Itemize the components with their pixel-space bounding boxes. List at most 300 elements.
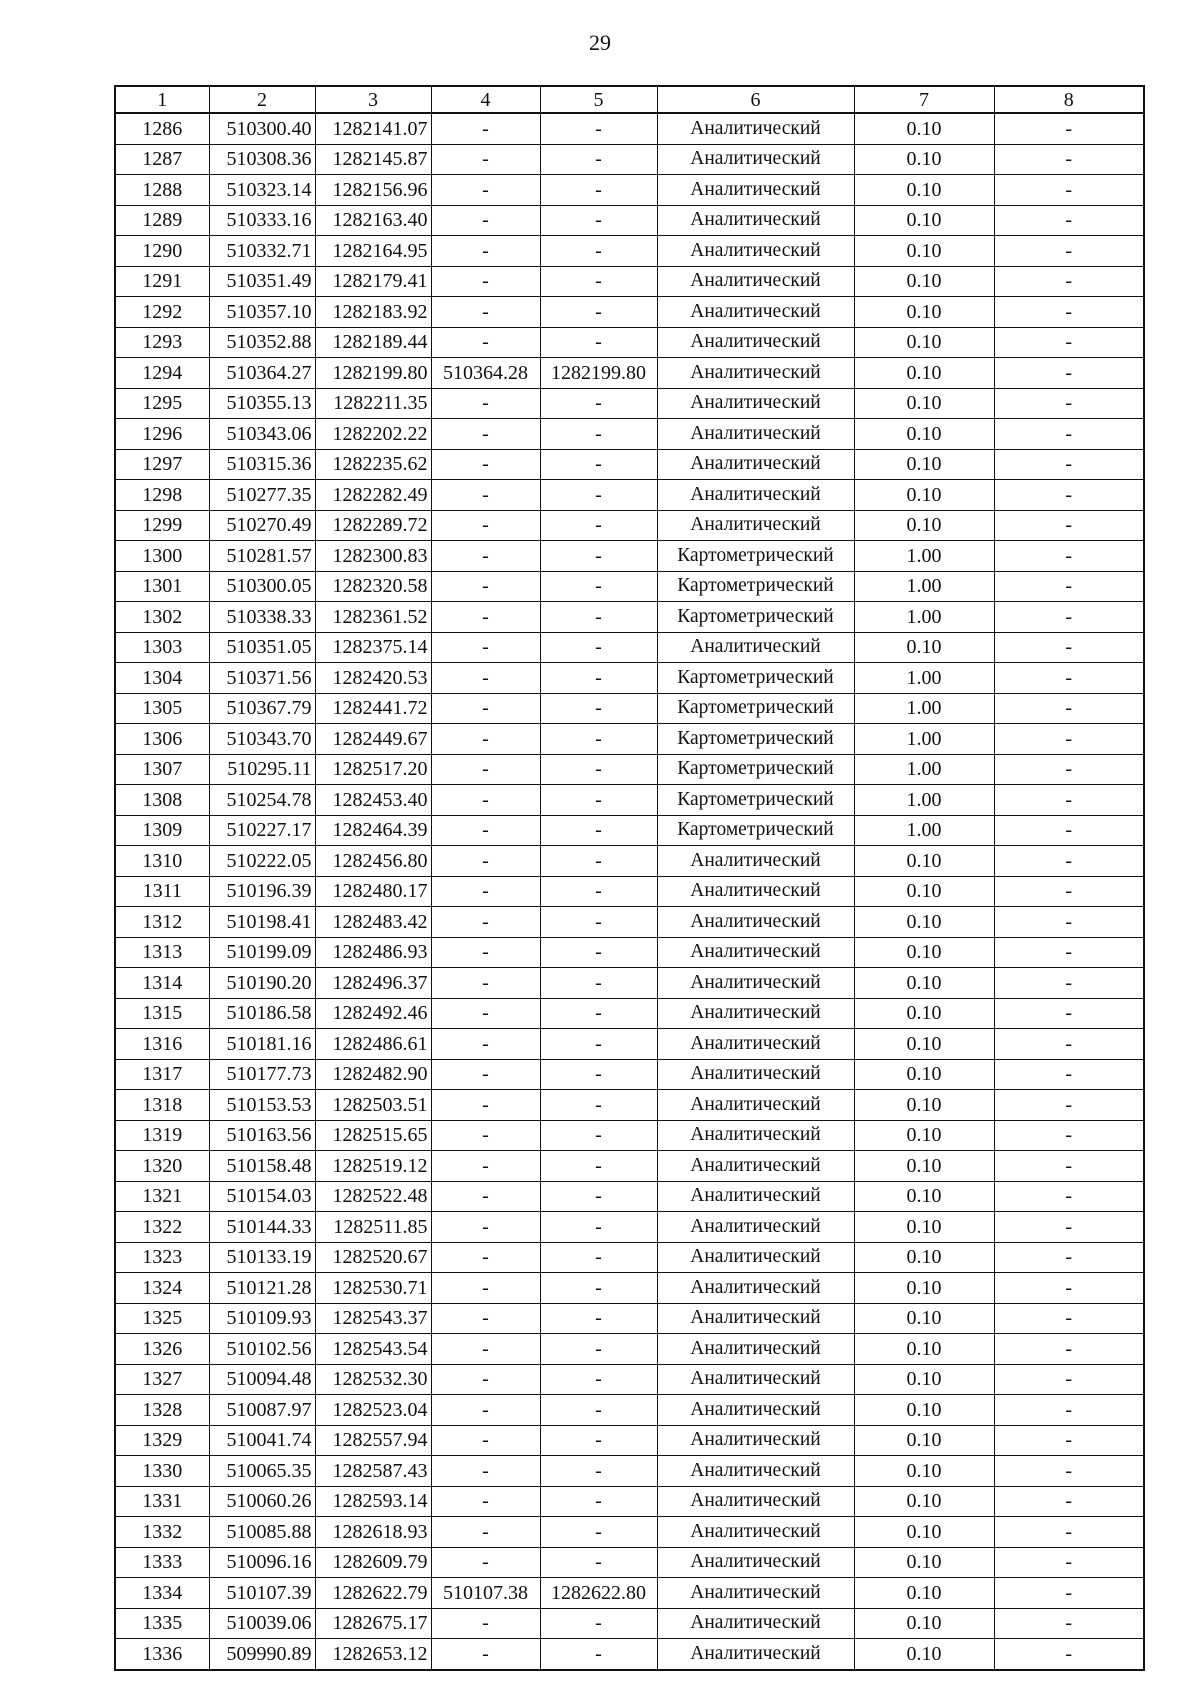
point-number-cell: 1330	[115, 1456, 209, 1487]
y-alt-coordinate-cell: -	[540, 724, 657, 755]
point-number-cell: 1293	[115, 327, 209, 358]
description-cell: -	[994, 1090, 1144, 1121]
description-cell: -	[994, 1303, 1144, 1334]
description-cell: -	[994, 968, 1144, 999]
description-cell: -	[994, 175, 1144, 206]
x-alt-coordinate-cell: -	[431, 937, 540, 968]
description-cell: -	[994, 1395, 1144, 1426]
description-cell: -	[994, 1425, 1144, 1456]
method-cell: Аналитический	[657, 1029, 854, 1060]
table-row	[115, 1639, 1144, 1670]
x-alt-coordinate-cell: -	[431, 693, 540, 724]
method-cell: Аналитический	[657, 388, 854, 419]
accuracy-cell: 0.10	[854, 388, 994, 419]
x-coordinate-cell: 510367.79	[209, 693, 315, 724]
y-alt-coordinate-cell: -	[540, 1425, 657, 1456]
y-coordinate-cell: 1282156.96	[315, 175, 431, 206]
method-cell: Аналитический	[657, 1090, 854, 1121]
description-cell: -	[994, 663, 1144, 694]
method-cell: Аналитический	[657, 1212, 854, 1243]
table-row	[115, 266, 1144, 297]
description-cell: -	[994, 632, 1144, 663]
point-number-cell: 1289	[115, 205, 209, 236]
method-cell: Аналитический	[657, 327, 854, 358]
table-row	[115, 937, 1144, 968]
y-alt-coordinate-cell: -	[540, 1090, 657, 1121]
point-number-cell: 1335	[115, 1608, 209, 1639]
point-number-cell: 1302	[115, 602, 209, 633]
description-cell: -	[994, 144, 1144, 175]
method-cell: Аналитический	[657, 480, 854, 511]
x-coordinate-cell: 510199.09	[209, 937, 315, 968]
y-coordinate-cell: 1282145.87	[315, 144, 431, 175]
y-alt-coordinate-cell: -	[540, 449, 657, 480]
table-body	[115, 113, 1144, 1670]
method-cell: Аналитический	[657, 998, 854, 1029]
x-alt-coordinate-cell: -	[431, 846, 540, 877]
x-alt-coordinate-cell: -	[431, 724, 540, 755]
accuracy-cell: 0.10	[854, 480, 994, 511]
table-row	[115, 205, 1144, 236]
description-cell: -	[994, 1059, 1144, 1090]
point-number-cell: 1312	[115, 907, 209, 938]
method-cell: Картометрический	[657, 724, 854, 755]
y-coordinate-cell: 1282163.40	[315, 205, 431, 236]
y-alt-coordinate-cell: -	[540, 1151, 657, 1182]
accuracy-cell: 0.10	[854, 1456, 994, 1487]
x-alt-coordinate-cell: -	[431, 815, 540, 846]
point-number-cell: 1332	[115, 1517, 209, 1548]
accuracy-cell: 0.10	[854, 1395, 994, 1426]
x-alt-coordinate-cell: -	[431, 510, 540, 541]
method-cell: Аналитический	[657, 1151, 854, 1182]
point-number-cell: 1316	[115, 1029, 209, 1060]
y-alt-coordinate-cell: -	[540, 846, 657, 877]
table-row	[115, 175, 1144, 206]
table-row	[115, 1303, 1144, 1334]
point-number-cell: 1301	[115, 571, 209, 602]
accuracy-cell: 1.00	[854, 541, 994, 572]
y-coordinate-cell: 1282532.30	[315, 1364, 431, 1395]
accuracy-cell: 0.10	[854, 1517, 994, 1548]
y-coordinate-cell: 1282503.51	[315, 1090, 431, 1121]
accuracy-cell: 0.10	[854, 1578, 994, 1609]
x-alt-coordinate-cell: -	[431, 1364, 540, 1395]
description-cell: -	[994, 1151, 1144, 1182]
method-cell: Аналитический	[657, 297, 854, 328]
y-coordinate-cell: 1282141.07	[315, 113, 431, 144]
y-coordinate-cell: 1282530.71	[315, 1273, 431, 1304]
x-alt-coordinate-cell: -	[431, 754, 540, 785]
description-cell: -	[994, 815, 1144, 846]
y-coordinate-cell: 1282492.46	[315, 998, 431, 1029]
x-alt-coordinate-cell: -	[431, 419, 540, 450]
description-cell: -	[994, 1364, 1144, 1395]
table-row	[115, 1273, 1144, 1304]
y-coordinate-cell: 1282618.93	[315, 1517, 431, 1548]
x-coordinate-cell: 510364.27	[209, 358, 315, 389]
point-number-cell: 1323	[115, 1242, 209, 1273]
point-number-cell: 1306	[115, 724, 209, 755]
y-alt-coordinate-cell: -	[540, 1547, 657, 1578]
x-alt-coordinate-cell: -	[431, 1547, 540, 1578]
x-coordinate-cell: 510270.49	[209, 510, 315, 541]
accuracy-cell: 0.10	[854, 449, 994, 480]
accuracy-cell: 1.00	[854, 724, 994, 755]
y-coordinate-cell: 1282511.85	[315, 1212, 431, 1243]
accuracy-cell: 0.10	[854, 1242, 994, 1273]
y-alt-coordinate-cell: -	[540, 1120, 657, 1151]
x-coordinate-cell: 510332.71	[209, 236, 315, 267]
x-coordinate-cell: 510102.56	[209, 1334, 315, 1365]
method-cell: Аналитический	[657, 236, 854, 267]
description-cell: -	[994, 1242, 1144, 1273]
x-alt-coordinate-cell: -	[431, 388, 540, 419]
table-row	[115, 1181, 1144, 1212]
y-coordinate-cell: 1282587.43	[315, 1456, 431, 1487]
description-cell: -	[994, 571, 1144, 602]
method-cell: Аналитический	[657, 510, 854, 541]
x-alt-coordinate-cell: -	[431, 1090, 540, 1121]
accuracy-cell: 0.10	[854, 1273, 994, 1304]
accuracy-cell: 1.00	[854, 602, 994, 633]
method-cell: Аналитический	[657, 1578, 854, 1609]
accuracy-cell: 1.00	[854, 693, 994, 724]
accuracy-cell: 0.10	[854, 113, 994, 144]
x-coordinate-cell: 510181.16	[209, 1029, 315, 1060]
y-alt-coordinate-cell: -	[540, 236, 657, 267]
y-alt-coordinate-cell: -	[540, 1364, 657, 1395]
x-alt-coordinate-cell: -	[431, 1608, 540, 1639]
table-row	[115, 1242, 1144, 1273]
accuracy-cell: 0.10	[854, 1212, 994, 1243]
point-number-cell: 1329	[115, 1425, 209, 1456]
method-cell: Картометрический	[657, 663, 854, 694]
y-alt-coordinate-cell: -	[540, 1456, 657, 1487]
table-row	[115, 419, 1144, 450]
method-cell: Аналитический	[657, 1334, 854, 1365]
description-cell: -	[994, 1181, 1144, 1212]
x-alt-coordinate-cell: -	[431, 1486, 540, 1517]
x-coordinate-cell: 510198.41	[209, 907, 315, 938]
point-number-cell: 1319	[115, 1120, 209, 1151]
point-number-cell: 1290	[115, 236, 209, 267]
method-cell: Картометрический	[657, 785, 854, 816]
accuracy-cell: 0.10	[854, 1059, 994, 1090]
x-alt-coordinate-cell: -	[431, 1517, 540, 1548]
method-cell: Аналитический	[657, 1242, 854, 1273]
x-coordinate-cell: 510351.05	[209, 632, 315, 663]
x-alt-coordinate-cell: -	[431, 1425, 540, 1456]
x-alt-coordinate-cell: -	[431, 1029, 540, 1060]
table-row	[115, 1212, 1144, 1243]
y-alt-coordinate-cell: -	[540, 541, 657, 572]
point-number-cell: 1315	[115, 998, 209, 1029]
accuracy-cell: 1.00	[854, 571, 994, 602]
description-cell: -	[994, 846, 1144, 877]
description-cell: -	[994, 510, 1144, 541]
x-alt-coordinate-cell: 510107.38	[431, 1578, 540, 1609]
y-coordinate-cell: 1282519.12	[315, 1151, 431, 1182]
table-row	[115, 449, 1144, 480]
method-cell: Аналитический	[657, 1456, 854, 1487]
x-coordinate-cell: 510352.88	[209, 327, 315, 358]
x-alt-coordinate-cell: -	[431, 236, 540, 267]
point-number-cell: 1327	[115, 1364, 209, 1395]
table-row	[115, 724, 1144, 755]
column-header: 4	[431, 86, 540, 113]
y-coordinate-cell: 1282486.61	[315, 1029, 431, 1060]
point-number-cell: 1299	[115, 510, 209, 541]
y-coordinate-cell: 1282543.37	[315, 1303, 431, 1334]
table-row	[115, 1151, 1144, 1182]
accuracy-cell: 0.10	[854, 968, 994, 999]
y-coordinate-cell: 1282483.42	[315, 907, 431, 938]
description-cell: -	[994, 1120, 1144, 1151]
table-row	[115, 480, 1144, 511]
table-row	[115, 358, 1144, 389]
y-alt-coordinate-cell: -	[540, 815, 657, 846]
y-coordinate-cell: 1282464.39	[315, 815, 431, 846]
description-cell: -	[994, 358, 1144, 389]
x-alt-coordinate-cell: 510364.28	[431, 358, 540, 389]
x-coordinate-cell: 510065.35	[209, 1456, 315, 1487]
method-cell: Аналитический	[657, 1303, 854, 1334]
point-number-cell: 1324	[115, 1273, 209, 1304]
y-alt-coordinate-cell: -	[540, 175, 657, 206]
x-coordinate-cell: 510087.97	[209, 1395, 315, 1426]
point-number-cell: 1313	[115, 937, 209, 968]
x-coordinate-cell: 510060.26	[209, 1486, 315, 1517]
description-cell: -	[994, 1608, 1144, 1639]
method-cell: Аналитический	[657, 937, 854, 968]
table-row	[115, 968, 1144, 999]
accuracy-cell: 1.00	[854, 663, 994, 694]
description-cell: -	[994, 724, 1144, 755]
point-number-cell: 1331	[115, 1486, 209, 1517]
point-number-cell: 1297	[115, 449, 209, 480]
x-alt-coordinate-cell: -	[431, 968, 540, 999]
accuracy-cell: 0.10	[854, 358, 994, 389]
description-cell: -	[994, 998, 1144, 1029]
table-row	[115, 1395, 1144, 1426]
y-coordinate-cell: 1282235.62	[315, 449, 431, 480]
x-coordinate-cell: 510323.14	[209, 175, 315, 206]
table-row	[115, 907, 1144, 938]
table-row	[115, 510, 1144, 541]
method-cell: Аналитический	[657, 1273, 854, 1304]
accuracy-cell: 0.10	[854, 1364, 994, 1395]
accuracy-cell: 0.10	[854, 144, 994, 175]
x-alt-coordinate-cell: -	[431, 144, 540, 175]
column-header: 2	[209, 86, 315, 113]
accuracy-cell: 0.10	[854, 1334, 994, 1365]
table-row	[115, 815, 1144, 846]
accuracy-cell: 0.10	[854, 907, 994, 938]
method-cell: Аналитический	[657, 876, 854, 907]
table-row	[115, 1608, 1144, 1639]
method-cell: Аналитический	[657, 846, 854, 877]
x-alt-coordinate-cell: -	[431, 175, 540, 206]
x-alt-coordinate-cell: -	[431, 1059, 540, 1090]
x-coordinate-cell: 510281.57	[209, 541, 315, 572]
point-number-cell: 1310	[115, 846, 209, 877]
y-alt-coordinate-cell: -	[540, 907, 657, 938]
y-alt-coordinate-cell: -	[540, 998, 657, 1029]
table-row	[115, 876, 1144, 907]
x-alt-coordinate-cell: -	[431, 1120, 540, 1151]
x-coordinate-cell: 510343.06	[209, 419, 315, 450]
y-coordinate-cell: 1282361.52	[315, 602, 431, 633]
description-cell: -	[994, 1547, 1144, 1578]
accuracy-cell: 0.10	[854, 632, 994, 663]
description-cell: -	[994, 266, 1144, 297]
coordinates-table	[114, 85, 1145, 1671]
y-alt-coordinate-cell: -	[540, 327, 657, 358]
y-alt-coordinate-cell: -	[540, 1608, 657, 1639]
x-coordinate-cell: 510277.35	[209, 480, 315, 511]
x-coordinate-cell: 510254.78	[209, 785, 315, 816]
accuracy-cell: 0.10	[854, 1090, 994, 1121]
point-number-cell: 1288	[115, 175, 209, 206]
x-coordinate-cell: 510154.03	[209, 1181, 315, 1212]
accuracy-cell: 0.10	[854, 175, 994, 206]
y-coordinate-cell: 1282653.12	[315, 1639, 431, 1670]
description-cell: -	[994, 602, 1144, 633]
x-alt-coordinate-cell: -	[431, 480, 540, 511]
y-alt-coordinate-cell: -	[540, 113, 657, 144]
y-alt-coordinate-cell: 1282199.80	[540, 358, 657, 389]
table-row	[115, 388, 1144, 419]
accuracy-cell: 0.10	[854, 1303, 994, 1334]
accuracy-cell: 0.10	[854, 876, 994, 907]
x-coordinate-cell: 510133.19	[209, 1242, 315, 1273]
method-cell: Аналитический	[657, 1547, 854, 1578]
y-coordinate-cell: 1282593.14	[315, 1486, 431, 1517]
description-cell: -	[994, 449, 1144, 480]
method-cell: Аналитический	[657, 205, 854, 236]
y-alt-coordinate-cell: -	[540, 297, 657, 328]
point-number-cell: 1300	[115, 541, 209, 572]
y-alt-coordinate-cell: -	[540, 1517, 657, 1548]
point-number-cell: 1325	[115, 1303, 209, 1334]
y-coordinate-cell: 1282622.79	[315, 1578, 431, 1609]
method-cell: Аналитический	[657, 266, 854, 297]
point-number-cell: 1307	[115, 754, 209, 785]
accuracy-cell: 0.10	[854, 937, 994, 968]
point-number-cell: 1334	[115, 1578, 209, 1609]
description-cell: -	[994, 327, 1144, 358]
x-coordinate-cell: 510300.40	[209, 113, 315, 144]
y-alt-coordinate-cell: -	[540, 693, 657, 724]
y-coordinate-cell: 1282609.79	[315, 1547, 431, 1578]
x-coordinate-cell: 510308.36	[209, 144, 315, 175]
y-alt-coordinate-cell: -	[540, 1334, 657, 1365]
description-cell: -	[994, 1334, 1144, 1365]
y-coordinate-cell: 1282456.80	[315, 846, 431, 877]
x-coordinate-cell: 510196.39	[209, 876, 315, 907]
y-alt-coordinate-cell: -	[540, 419, 657, 450]
method-cell: Картометрический	[657, 571, 854, 602]
table-row	[115, 663, 1144, 694]
accuracy-cell: 1.00	[854, 785, 994, 816]
method-cell: Картометрический	[657, 815, 854, 846]
accuracy-cell: 0.10	[854, 1029, 994, 1060]
description-cell: -	[994, 419, 1144, 450]
y-coordinate-cell: 1282522.48	[315, 1181, 431, 1212]
method-cell: Аналитический	[657, 1059, 854, 1090]
point-number-cell: 1320	[115, 1151, 209, 1182]
accuracy-cell: 0.10	[854, 236, 994, 267]
x-coordinate-cell: 510094.48	[209, 1364, 315, 1395]
y-coordinate-cell: 1282211.35	[315, 388, 431, 419]
x-alt-coordinate-cell: -	[431, 1151, 540, 1182]
description-cell: -	[994, 1273, 1144, 1304]
table-row	[115, 693, 1144, 724]
description-cell: -	[994, 113, 1144, 144]
table-row	[115, 297, 1144, 328]
point-number-cell: 1314	[115, 968, 209, 999]
column-header: 7	[854, 86, 994, 113]
description-cell: -	[994, 388, 1144, 419]
point-number-cell: 1336	[115, 1639, 209, 1670]
accuracy-cell: 1.00	[854, 815, 994, 846]
accuracy-cell: 0.10	[854, 846, 994, 877]
column-header: 6	[657, 86, 854, 113]
accuracy-cell: 0.10	[854, 1151, 994, 1182]
y-alt-coordinate-cell: -	[540, 937, 657, 968]
y-alt-coordinate-cell: -	[540, 1059, 657, 1090]
y-alt-coordinate-cell: -	[540, 1181, 657, 1212]
x-alt-coordinate-cell: -	[431, 266, 540, 297]
table-row	[115, 113, 1144, 144]
y-alt-coordinate-cell: -	[540, 1486, 657, 1517]
x-alt-coordinate-cell: -	[431, 998, 540, 1029]
x-alt-coordinate-cell: -	[431, 907, 540, 938]
y-alt-coordinate-cell: -	[540, 632, 657, 663]
table-row	[115, 1120, 1144, 1151]
point-number-cell: 1295	[115, 388, 209, 419]
y-alt-coordinate-cell: -	[540, 1303, 657, 1334]
description-cell: -	[994, 205, 1144, 236]
description-cell: -	[994, 876, 1144, 907]
accuracy-cell: 0.10	[854, 1486, 994, 1517]
description-cell: -	[994, 236, 1144, 267]
accuracy-cell: 0.10	[854, 1181, 994, 1212]
accuracy-cell: 0.10	[854, 998, 994, 1029]
accuracy-cell: 0.10	[854, 1639, 994, 1670]
table-row	[115, 1486, 1144, 1517]
method-cell: Картометрический	[657, 754, 854, 785]
x-alt-coordinate-cell: -	[431, 541, 540, 572]
y-coordinate-cell: 1282282.49	[315, 480, 431, 511]
y-coordinate-cell: 1282486.93	[315, 937, 431, 968]
table-row	[115, 236, 1144, 267]
table-row	[115, 1090, 1144, 1121]
y-coordinate-cell: 1282202.22	[315, 419, 431, 450]
x-alt-coordinate-cell: -	[431, 1242, 540, 1273]
point-number-cell: 1291	[115, 266, 209, 297]
description-cell: -	[994, 1517, 1144, 1548]
x-coordinate-cell: 510300.05	[209, 571, 315, 602]
accuracy-cell: 1.00	[854, 754, 994, 785]
y-alt-coordinate-cell: 1282622.80	[540, 1578, 657, 1609]
point-number-cell: 1304	[115, 663, 209, 694]
table-row	[115, 1334, 1144, 1365]
description-cell: -	[994, 754, 1144, 785]
method-cell: Аналитический	[657, 907, 854, 938]
point-number-cell: 1294	[115, 358, 209, 389]
